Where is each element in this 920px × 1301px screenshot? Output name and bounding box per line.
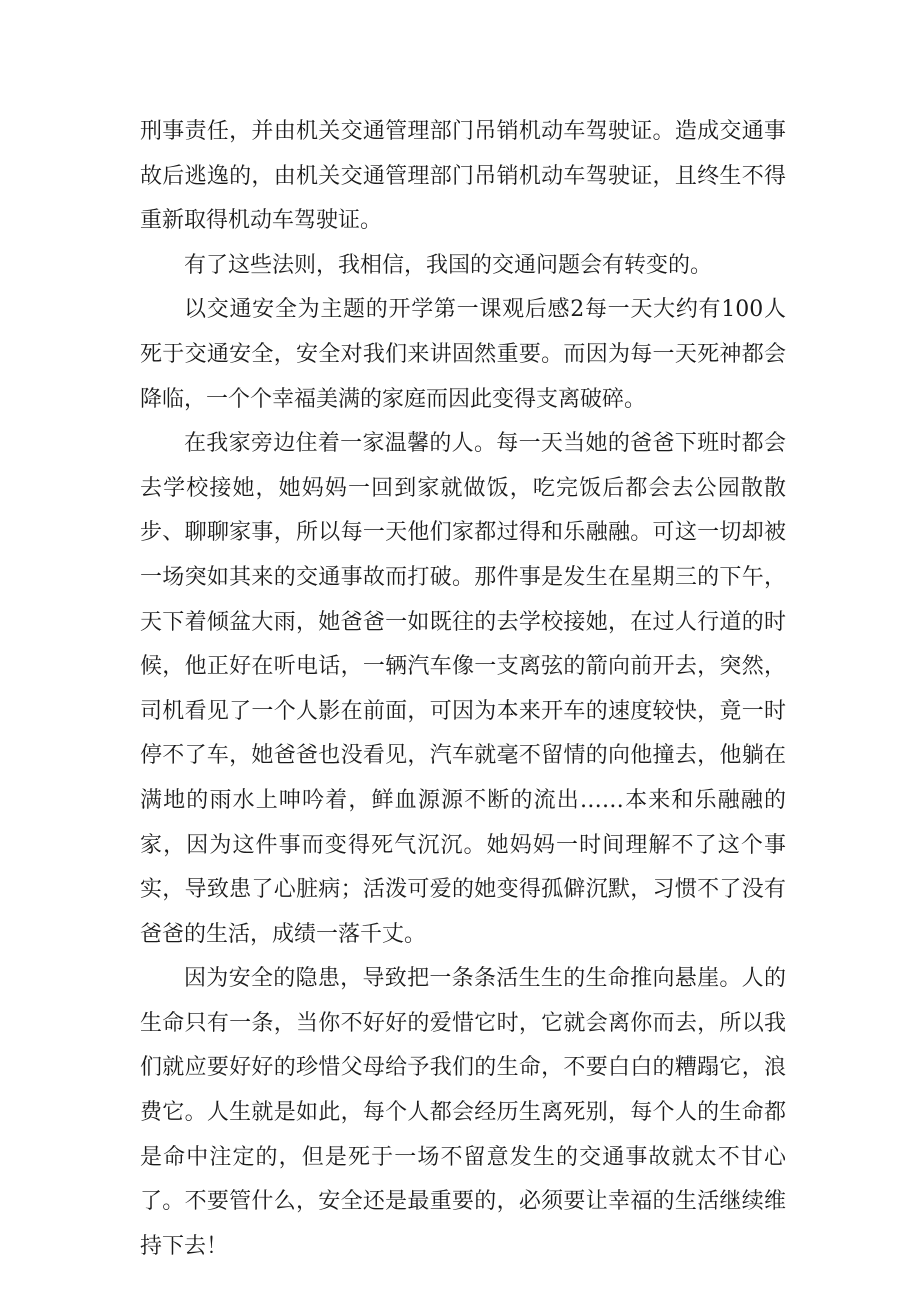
paragraph-1: 刑事责任，并由机关交通管理部门吊销机动车驾驶证。造成交通事故后逃逸的，由机关交通管理部门吊销机动车驾驶证，且终生不得重新取得机动车驾驶证。 <box>140 119 786 234</box>
paragraph-3: 以交通安全为主题的开学第一课观后感2每一天大约有100人死于交通安全，安全对我们来讲固然重要。而因为每一天死神都会降临，一个个幸福美满的家庭而因此变得支离破碎。 <box>140 297 786 412</box>
paragraph-5: 因为安全的隐患，导致把一条条活生生的生命推向悬崖。人的生命只有一条，当你不好好的爱惜它时，它就会离你而去，所以我们就应要好好的珍惜父母给予我们的生命，不要白白的糟蹋它，浪费它。人生就是如此，每个人都会经历生离死别，每个人的生命都是命中注定的，但是死于一场不留意发生的交通事故就太不甘心了。不要管什么，安全还是最重要的，必须要让幸福的生活继续维持下去！ <box>140 966 786 1259</box>
paragraph-2: 有了这些法则，我相信，我国的交通问题会有转变的。 <box>184 252 713 278</box>
paragraph-4: 在我家旁边住着一家温馨的人。每一天当她的爸爸下班时都会去学校接她，她妈妈一回到家就做饭，吃完饭后都会去公园散散步、聊聊家事，所以每一天他们家都过得和乐融融。可这一切却被一场突如其来的交通事故而打破。那件事是发生在星期三的下午，天下着倾盆大雨，她爸爸一如既往的去学校接她，在过人行道的时候，他正好在听电话，一辆汽车像一支离弦的箭向前开去，突然，司机看见了一个人影在前面，可因为本来开车的速度较快，竟一时停不了车，她爸爸也没看见，汽车就毫不留情的向他撞去，他躺在满地的雨水上呻吟着，鲜血源源不断的流出……本来和乐融融的家，因为这件事而变得死气沉沉。她妈妈一时间理解不了这个事实，导致患了心脏病；活泼可爱的她变得孤僻沉默，习惯不了没有爸爸的生活，成绩一落千丈。 <box>140 431 786 947</box>
document-body <box>140 110 786 1269</box>
